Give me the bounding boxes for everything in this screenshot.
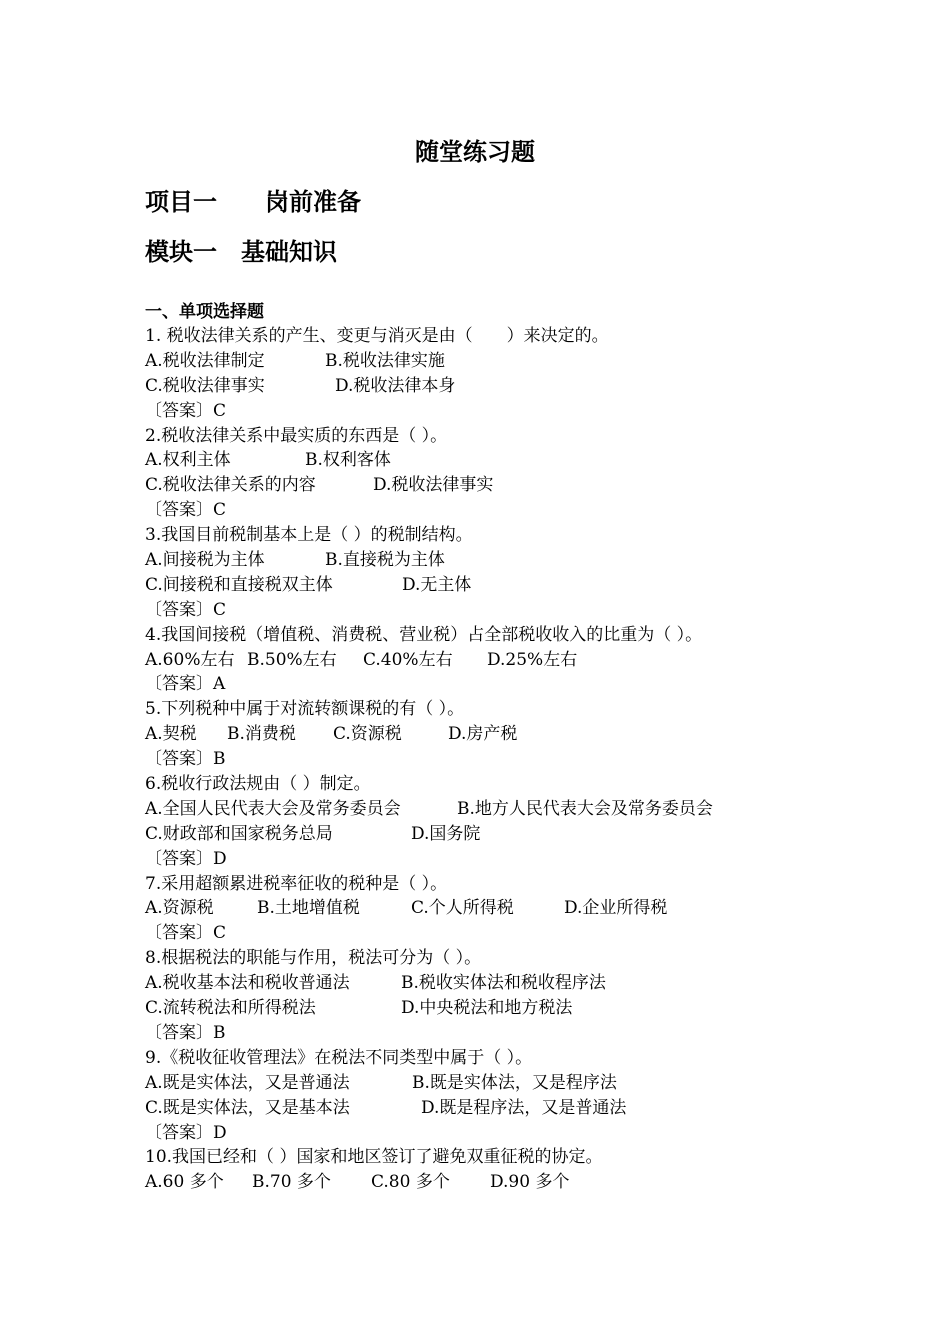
- question-text: 8.根据税法的职能与作用，税法可分为（ ）。: [145, 948, 482, 969]
- question-text: 7.采用超额累进税率征收的税种是（ ）。: [145, 873, 448, 894]
- question-list: [145, 324, 865, 1195]
- answer-option: A.全国人民代表大会及常务委员会: [145, 798, 401, 819]
- answer-option: B.既是实体法，又是程序法: [412, 1072, 617, 1093]
- answer-option: C.间接税和直接税双主体: [145, 574, 333, 595]
- option-row: [145, 573, 865, 598]
- answer-option: D.企业所得税: [564, 898, 668, 919]
- option-row: [145, 473, 865, 498]
- answer-option: A.税收基本法和税收普通法: [145, 973, 350, 994]
- answer-option: B.直接税为主体: [325, 550, 445, 571]
- answer-option: B.税收法律实施: [325, 350, 445, 371]
- answer-option: D.25%左右: [487, 649, 578, 670]
- page-title: 随堂练习题: [415, 138, 535, 166]
- option-row: [145, 896, 865, 921]
- option-row: [145, 722, 865, 747]
- answer-option: C.资源税: [333, 724, 402, 745]
- option-row: [145, 1170, 865, 1195]
- answer-option: B.地方人民代表大会及常务委员会: [457, 798, 713, 819]
- question-text: 4.我国间接税（增值税、消费税、营业税）占全部税收收入的比重为（ ）。: [145, 624, 703, 645]
- answer-option: A.税收法律制定: [145, 350, 265, 371]
- question-text: 10.我国已经和（ ）国家和地区签订了避免双重征税的协定。: [145, 1147, 603, 1168]
- answer-option: A.60 多个: [145, 1172, 224, 1193]
- option-row: [145, 797, 865, 822]
- answer-key: 〔答案〕C: [145, 923, 227, 944]
- option-row: [145, 971, 865, 996]
- answer-option: C.财政部和国家税务总局: [145, 823, 333, 844]
- answer-option: A.60%左右: [145, 649, 235, 670]
- option-row: [145, 548, 865, 573]
- option-row: [145, 1071, 865, 1096]
- module-heading: 模块一 基础知识: [145, 238, 337, 266]
- answer-option: C.40%左右: [363, 649, 453, 670]
- answer-option: C.税收法律事实: [145, 375, 265, 396]
- option-row: [145, 374, 865, 399]
- section-heading: 一、单项选择题: [145, 302, 264, 322]
- answer-option: B.50%左右: [247, 649, 337, 670]
- answer-option: C.流转税法和所得税法: [145, 998, 316, 1019]
- question-text: 1. 税收法律关系的产生、变更与消灭是由（ ）来决定的。: [145, 326, 609, 346]
- answer-option: D.税收法律本身: [335, 375, 456, 396]
- answer-option: A.间接税为主体: [145, 550, 265, 571]
- answer-key: 〔答案〕B: [145, 1022, 226, 1043]
- question-text: 9.《税收征收管理法》在税法不同类型中属于（ ）。: [145, 1047, 533, 1068]
- answer-option: A.既是实体法，又是普通法: [145, 1072, 350, 1093]
- answer-key: 〔答案〕C: [145, 400, 227, 421]
- answer-option: D.90 多个: [490, 1172, 570, 1193]
- answer-option: A.权利主体: [145, 450, 231, 471]
- answer-option: B.70 多个: [252, 1172, 331, 1193]
- answer-option: D.既是程序法，又是普通法: [421, 1097, 627, 1118]
- answer-option: D.国务院: [411, 823, 481, 844]
- answer-option: D.税收法律事实: [373, 475, 494, 496]
- answer-option: B.税收实体法和税收程序法: [401, 973, 606, 994]
- option-row: [145, 1096, 865, 1121]
- answer-option: C.税收法律关系的内容: [145, 475, 316, 496]
- answer-key: 〔答案〕B: [145, 749, 226, 770]
- answer-key: 〔答案〕C: [145, 500, 227, 521]
- answer-option: C.既是实体法，又是基本法: [145, 1097, 350, 1118]
- option-row: [145, 996, 865, 1021]
- project-heading: 项目一 岗前准备: [145, 188, 361, 216]
- answer-key: 〔答案〕D: [145, 1122, 227, 1143]
- question-text: 2.税收法律关系中最实质的东西是（ ）。: [145, 425, 448, 446]
- answer-option: C.个人所得税: [411, 898, 514, 919]
- question-text: 6.税收行政法规由（ ）制定。: [145, 774, 371, 795]
- answer-option: D.中央税法和地方税法: [401, 998, 573, 1019]
- option-row: [145, 648, 865, 673]
- answer-key: 〔答案〕A: [145, 674, 226, 695]
- answer-option: D.房产税: [448, 724, 518, 745]
- answer-option: A.资源税: [145, 898, 214, 919]
- question-text: 5.下列税种中属于对流转额课税的有（ ）。: [145, 699, 465, 720]
- answer-option: D.无主体: [402, 574, 472, 595]
- option-row: [145, 349, 865, 374]
- answer-option: A.契税: [145, 724, 197, 745]
- answer-option: B.消费税: [227, 724, 296, 745]
- answer-key: 〔答案〕C: [145, 599, 227, 620]
- answer-key: 〔答案〕D: [145, 848, 227, 869]
- answer-option: B.土地增值税: [257, 898, 360, 919]
- option-row: [145, 448, 865, 473]
- answer-option: C.80 多个: [371, 1172, 450, 1193]
- question-text: 3.我国目前税制基本上是（ ）的税制结构。: [145, 525, 473, 546]
- answer-option: B.权利客体: [305, 450, 391, 471]
- option-row: [145, 822, 865, 847]
